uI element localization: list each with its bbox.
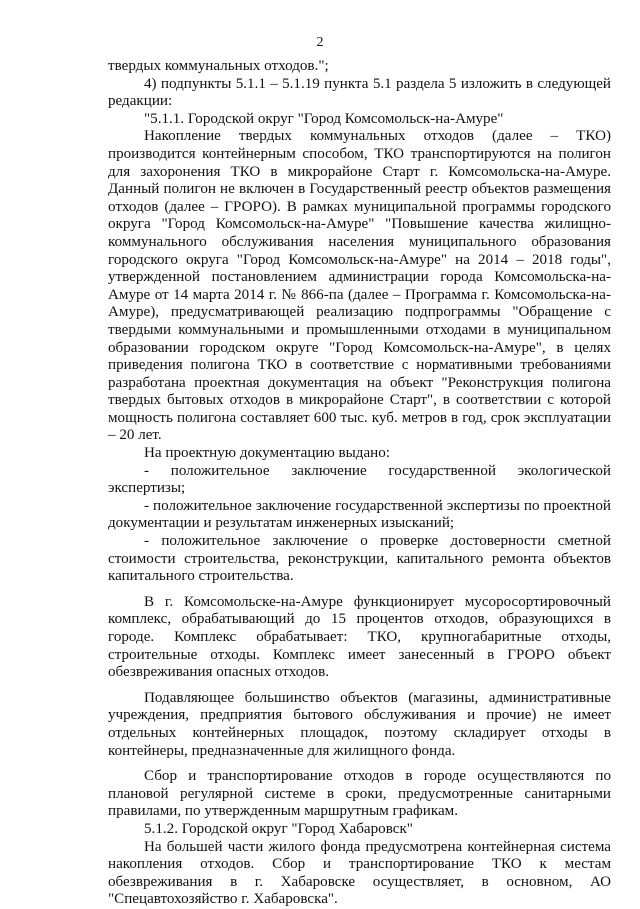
list-item-state-expertise: - положительное заключение государственной экспертизы по проектной документации и результатам инженерных изысканий; — [108, 497, 611, 532]
paragraph-container-sites: Подавляющее большинство объектов (магазины, административные учреждения, предприятия бытового обслуживания и прочие) не имеет отдельных контейнерных площадок, поэтому складирует отходы в контейнеры, предназначенные для жилищного фонда. — [108, 689, 611, 759]
section-heading-5-1-1: "5.1.1. Городской округ "Город Комсомольск-на-Амуре" — [144, 110, 504, 127]
paragraph-amendment-4: 4) подпункты 5.1.1 – 5.1.19 пункта 5.1 раздела 5 изложить в следующей редакции: — [108, 75, 611, 110]
paragraph-khabarovsk-collection: На большей части жилого фонда предусмотрена контейнерная система накопления отходов. Сбор и транспортирование ТКО к местам обезвреживания в г. Хабаровске осуществляет, в основном, АО "Спецавтохозяйство г. Хабаровска". — [108, 838, 611, 908]
section-heading-5-1-2: 5.1.2. Городской округ "Город Хабаровск" — [144, 820, 413, 837]
list-item-cost-verification: - положительное заключение о проверке достоверности сметной стоимости строительства, реконструкции, капитального ремонта объектов капитального строительства. — [108, 533, 611, 585]
page-number: 2 — [316, 35, 324, 50]
paragraph-project-docs-intro: На проектную документацию выдано: — [144, 445, 391, 462]
paragraph-komsomolsk-landfill: Накопление твердых коммунальных отходов (далее – ТКО) производится контейнерным способом, ТКО транспортируются на полигон для захоронения ТКО в микрорайоне Старт г. Комсомольска-на-Амуре. Данный полигон не включен в Государственный реестр объектов размещения отходов (далее – ГРОРО). В рамках муниципальной программы городского округа "Город Комсомольск-на-Амуре" "Повышение качества жилищно-коммунального обслуживания населения муниципального образования городского округа "Город Комсомольск-на-Амуре" на 2014 – 2018 годы", утвержденной постановлением администрации города Комсомольска-на-Амуре от 14 марта 2014 г. № 866-па (далее – Программа г. Комсомольска-на-Амуре), предусматривающей реализацию подпрограммы "Обращение с твердыми коммунальными и промышленными отходами в муниципальном образовании городском округе "Город Комсомольск-на-Амуре", в целях приведения полигона ТКО в соответствие с нормативными требованиями разработана проектная документация на объект "Реконструкция полигона твердых бытовых отходов в микрорайоне Старт", в соответствии с которой мощность полигона составляет 600 тыс. куб. метров в год, срок эксплуатации – 20 лет. — [108, 128, 611, 444]
document-body — [108, 58, 611, 909]
paragraph-collection-schedule: Сбор и транспортирование отходов в городе осуществляются по плановой регулярной системе в сроки, предусмотренные санитарными правилами, по утвержденным маршрутным графикам. — [108, 768, 611, 820]
paragraph-sorting-complex: В г. Комсомольске-на-Амуре функционирует мусоросортировочный комплекс, обрабатывающий до 15 процентов отходов, образующихся в городе. Комплекс обрабатывает: ТКО, крупногабаритные отходы, строительные отходы. Комплекс имеет занесенный в ГРОРО объект обезвреживания опасных отходов. — [108, 593, 611, 681]
list-item-ecological-expertise: - положительное заключение государственной экологической экспертизы; — [108, 462, 611, 497]
paragraph-continuation: твердых коммунальных отходов."; — [108, 58, 329, 74]
